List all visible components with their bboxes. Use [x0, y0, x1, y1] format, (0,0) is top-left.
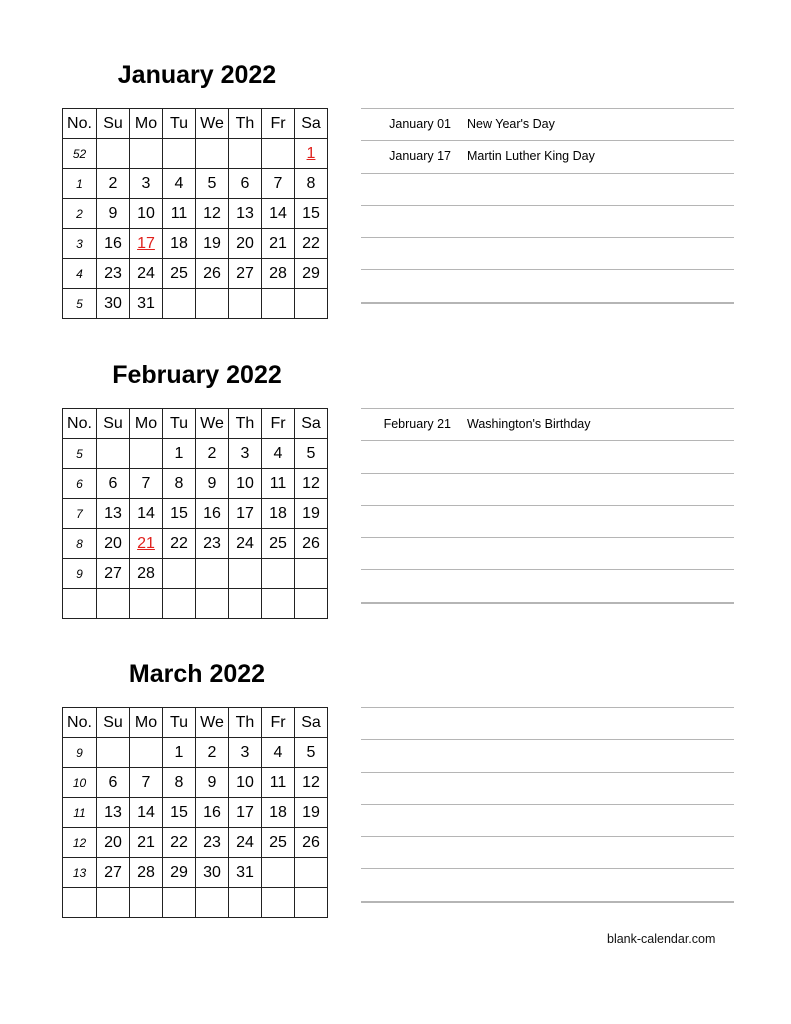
week-number-header: No. [63, 708, 97, 738]
day-cell [262, 559, 295, 589]
note-line [361, 269, 734, 301]
holiday-name: Washington's Birthday [467, 417, 591, 431]
weekday-header: We [196, 409, 229, 439]
day-cell: 23 [97, 259, 130, 289]
day-cell [295, 559, 328, 589]
day-cell: 20 [97, 828, 130, 858]
day-cell: 12 [295, 469, 328, 499]
weekday-header-row [63, 708, 328, 738]
day-cell: 22 [163, 529, 196, 559]
day-cell: 19 [295, 798, 328, 828]
day-cell: 4 [163, 169, 196, 199]
day-cell: 13 [97, 499, 130, 529]
week-number: 4 [63, 259, 97, 289]
day-cell: 1 [163, 439, 196, 469]
day-cell: 28 [130, 559, 163, 589]
day-cell [97, 589, 130, 619]
day-cell: 27 [97, 559, 130, 589]
day-cell: 5 [295, 738, 328, 768]
note-line [361, 440, 734, 472]
day-cell: 7 [130, 469, 163, 499]
footer-site-name: blank-calendar.com [607, 932, 716, 946]
week-row [63, 768, 328, 798]
day-cell: 2 [97, 169, 130, 199]
week-number: 9 [63, 738, 97, 768]
day-cell: 31 [229, 858, 262, 888]
week-number: 7 [63, 499, 97, 529]
note-line [361, 302, 734, 304]
week-row [63, 199, 328, 229]
weekday-header: Tu [163, 409, 196, 439]
day-cell [229, 139, 262, 169]
weekday-header: Mo [130, 409, 163, 439]
note-line [361, 772, 734, 804]
week-row [63, 469, 328, 499]
week-number: 12 [63, 828, 97, 858]
day-cell: 26 [295, 529, 328, 559]
day-cell [196, 888, 229, 918]
holiday-name: New Year's Day [467, 117, 555, 131]
weekday-header-row [63, 109, 328, 139]
week-number [63, 589, 97, 619]
day-cell [130, 738, 163, 768]
day-cell: 6 [229, 169, 262, 199]
day-cell [229, 888, 262, 918]
day-cell: 7 [262, 169, 295, 199]
week-row [63, 499, 328, 529]
day-cell: 29 [163, 858, 196, 888]
day-cell: 2 [196, 439, 229, 469]
weekday-header-row [63, 409, 328, 439]
day-cell: 18 [262, 798, 295, 828]
day-cell: 1 [163, 738, 196, 768]
day-cell: 31 [130, 289, 163, 319]
week-row [63, 229, 328, 259]
day-cell: 22 [163, 828, 196, 858]
month-grid [62, 108, 328, 319]
day-cell: 8 [163, 469, 196, 499]
weekday-header: Fr [262, 409, 295, 439]
day-cell: 8 [163, 768, 196, 798]
day-cell: 17 [229, 798, 262, 828]
day-cell: 6 [97, 469, 130, 499]
weekday-header: Th [229, 109, 262, 139]
week-row [63, 259, 328, 289]
day-cell [130, 589, 163, 619]
note-line [361, 569, 734, 601]
day-cell: 4 [262, 439, 295, 469]
holiday-day-cell: 1 [295, 139, 328, 169]
day-cell: 18 [262, 499, 295, 529]
day-cell [262, 589, 295, 619]
day-cell: 26 [196, 259, 229, 289]
day-cell: 12 [196, 199, 229, 229]
week-row [63, 738, 328, 768]
day-cell: 13 [229, 199, 262, 229]
holiday-notes [361, 108, 734, 304]
day-cell: 17 [229, 499, 262, 529]
day-cell [130, 439, 163, 469]
day-cell: 19 [196, 229, 229, 259]
note-line [361, 205, 734, 237]
day-cell: 9 [196, 469, 229, 499]
day-cell [97, 439, 130, 469]
day-cell: 18 [163, 229, 196, 259]
note-line [361, 602, 734, 604]
day-cell: 2 [196, 738, 229, 768]
weekday-header: Th [229, 409, 262, 439]
week-number: 3 [63, 229, 97, 259]
week-row [63, 139, 328, 169]
day-cell: 11 [262, 469, 295, 499]
weekday-header: Su [97, 409, 130, 439]
holiday-day-cell: 21 [130, 529, 163, 559]
weekday-header: We [196, 109, 229, 139]
day-cell: 14 [262, 199, 295, 229]
day-cell: 16 [196, 499, 229, 529]
week-number: 6 [63, 469, 97, 499]
month-title: March 2022 [128, 660, 266, 688]
week-number: 5 [63, 289, 97, 319]
holiday-date: January 17 [389, 149, 451, 164]
day-cell [229, 589, 262, 619]
weekday-header: Fr [262, 109, 295, 139]
day-cell: 14 [130, 499, 163, 529]
day-cell: 24 [229, 529, 262, 559]
day-cell: 6 [97, 768, 130, 798]
holiday-notes [361, 408, 734, 604]
day-cell [229, 559, 262, 589]
note-line [361, 140, 734, 172]
day-cell: 3 [130, 169, 163, 199]
day-cell: 27 [229, 259, 262, 289]
day-cell: 11 [163, 199, 196, 229]
day-cell: 19 [295, 499, 328, 529]
month-grid [62, 408, 328, 619]
day-cell: 3 [229, 439, 262, 469]
day-cell: 26 [295, 828, 328, 858]
week-row [63, 828, 328, 858]
weekday-header: Th [229, 708, 262, 738]
day-cell [262, 289, 295, 319]
day-cell [163, 888, 196, 918]
day-cell: 30 [97, 289, 130, 319]
day-cell [163, 559, 196, 589]
week-number: 11 [63, 798, 97, 828]
day-cell: 21 [130, 828, 163, 858]
day-cell: 9 [196, 768, 229, 798]
day-cell: 30 [196, 858, 229, 888]
day-cell: 25 [262, 529, 295, 559]
holiday-date: January 01 [389, 117, 451, 131]
day-cell: 7 [130, 768, 163, 798]
day-cell: 15 [295, 199, 328, 229]
day-cell [97, 139, 130, 169]
day-cell [130, 888, 163, 918]
week-row [63, 888, 328, 918]
day-cell: 24 [130, 259, 163, 289]
week-row [63, 559, 328, 589]
holiday-notes [361, 707, 734, 903]
note-line [361, 237, 734, 269]
day-cell: 9 [97, 199, 130, 229]
day-cell [163, 139, 196, 169]
day-cell: 22 [295, 229, 328, 259]
day-cell [196, 559, 229, 589]
day-cell: 11 [262, 768, 295, 798]
week-number: 5 [63, 439, 97, 469]
holiday-day-cell: 17 [130, 229, 163, 259]
day-cell: 16 [196, 798, 229, 828]
week-row [63, 289, 328, 319]
day-cell: 10 [229, 768, 262, 798]
weekday-header: Tu [163, 708, 196, 738]
day-cell: 13 [97, 798, 130, 828]
day-cell [295, 888, 328, 918]
day-cell: 10 [229, 469, 262, 499]
day-cell: 14 [130, 798, 163, 828]
day-cell: 28 [262, 259, 295, 289]
weekday-header: Sa [295, 109, 328, 139]
day-cell: 23 [196, 529, 229, 559]
holiday-date: February 21 [383, 417, 451, 431]
day-cell [295, 289, 328, 319]
note-line [361, 537, 734, 569]
week-number: 9 [63, 559, 97, 589]
day-cell [163, 289, 196, 319]
week-number: 13 [63, 858, 97, 888]
day-cell: 15 [163, 798, 196, 828]
week-row [63, 798, 328, 828]
day-cell [262, 139, 295, 169]
day-cell [295, 589, 328, 619]
day-cell: 23 [196, 828, 229, 858]
day-cell [97, 738, 130, 768]
day-cell [262, 858, 295, 888]
note-line [361, 804, 734, 836]
day-cell: 10 [130, 199, 163, 229]
note-line [361, 901, 734, 903]
day-cell [196, 289, 229, 319]
day-cell: 15 [163, 499, 196, 529]
note-line [361, 836, 734, 868]
week-number: 10 [63, 768, 97, 798]
day-cell: 20 [229, 229, 262, 259]
weekday-header: Sa [295, 708, 328, 738]
week-row [63, 439, 328, 469]
month-title: February 2022 [112, 361, 282, 389]
weekday-header: We [196, 708, 229, 738]
week-number: 1 [63, 169, 97, 199]
weekday-header: Sa [295, 409, 328, 439]
weekday-header: Su [97, 708, 130, 738]
week-number: 8 [63, 529, 97, 559]
day-cell: 21 [262, 229, 295, 259]
day-cell: 4 [262, 738, 295, 768]
note-line [361, 739, 734, 771]
day-cell [130, 139, 163, 169]
note-line [361, 173, 734, 205]
week-number: 2 [63, 199, 97, 229]
week-number [63, 888, 97, 918]
day-cell: 25 [163, 259, 196, 289]
day-cell [262, 888, 295, 918]
month-title: January 2022 [117, 61, 277, 89]
week-number: 52 [63, 139, 97, 169]
holiday-name: Martin Luther King Day [467, 149, 595, 164]
day-cell: 29 [295, 259, 328, 289]
note-line [361, 408, 734, 440]
day-cell: 24 [229, 828, 262, 858]
note-line [361, 473, 734, 505]
day-cell: 28 [130, 858, 163, 888]
day-cell: 25 [262, 828, 295, 858]
week-row [63, 858, 328, 888]
day-cell [163, 589, 196, 619]
day-cell [196, 589, 229, 619]
day-cell: 16 [97, 229, 130, 259]
weekday-header: Su [97, 109, 130, 139]
weekday-header: Tu [163, 109, 196, 139]
note-line [361, 505, 734, 537]
day-cell [295, 858, 328, 888]
weekday-header: Fr [262, 708, 295, 738]
week-number-header: No. [63, 409, 97, 439]
week-row [63, 169, 328, 199]
day-cell: 20 [97, 529, 130, 559]
month-grid [62, 707, 328, 918]
day-cell [229, 289, 262, 319]
weekday-header: Mo [130, 109, 163, 139]
day-cell: 5 [295, 439, 328, 469]
weekday-header: Mo [130, 708, 163, 738]
day-cell: 12 [295, 768, 328, 798]
day-cell: 27 [97, 858, 130, 888]
day-cell: 8 [295, 169, 328, 199]
week-row [63, 589, 328, 619]
week-row [63, 529, 328, 559]
day-cell: 3 [229, 738, 262, 768]
note-line [361, 108, 734, 140]
day-cell [196, 139, 229, 169]
day-cell [97, 888, 130, 918]
week-number-header: No. [63, 109, 97, 139]
day-cell: 5 [196, 169, 229, 199]
note-line [361, 868, 734, 900]
note-line [361, 707, 734, 739]
